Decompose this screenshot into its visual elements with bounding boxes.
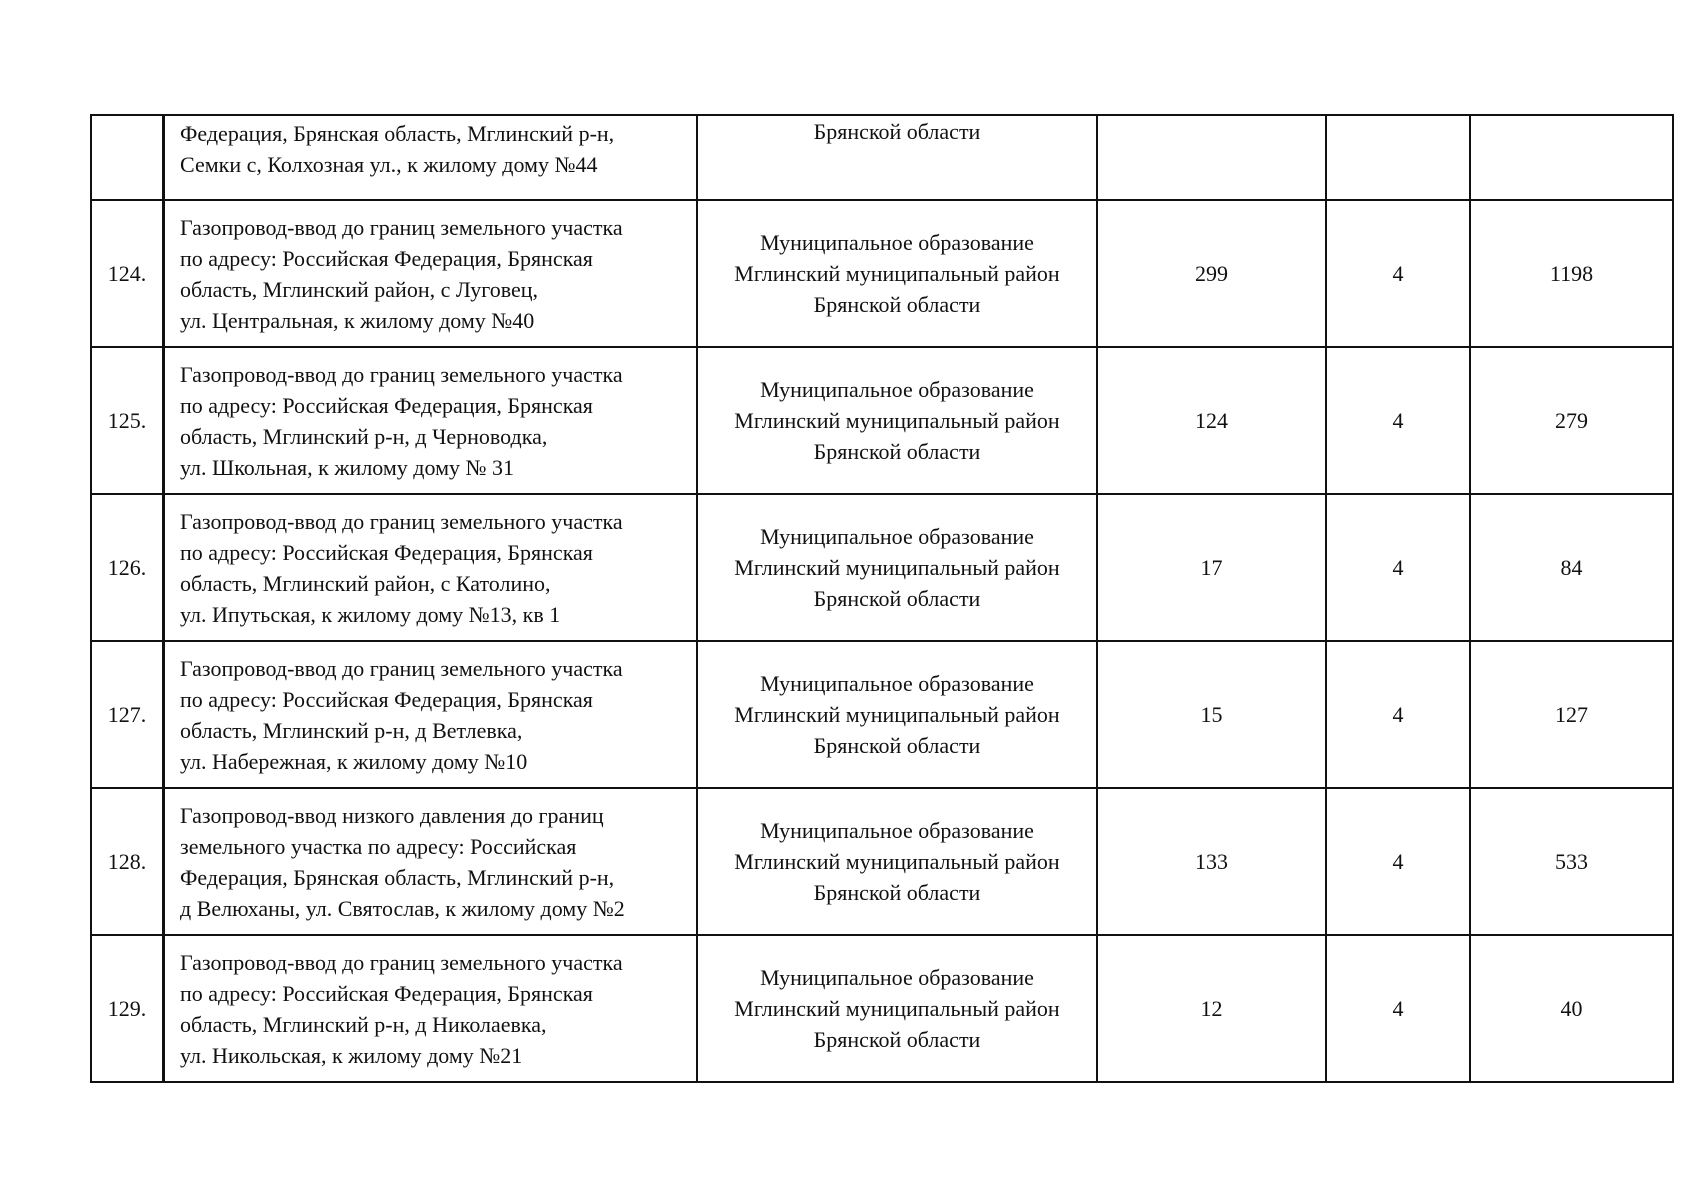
object-name-line: Федерация, Брянская область, Мглинский р-н, [180, 864, 615, 890]
owner-line: Мглинский муниципальный район [734, 555, 1060, 580]
table-row-continuation [91, 115, 1673, 200]
owner-line: Брянской области [813, 586, 981, 611]
cell-value-a: 133 [1097, 788, 1326, 935]
object-name-line: по адресу: Российская Федерация, Брянская [180, 980, 593, 1006]
cell-value-a: 15 [1097, 641, 1326, 788]
cell-owner [697, 935, 1097, 1082]
owner-line: Брянской области [813, 292, 981, 317]
object-name-line: по адресу: Российская Федерация, Брянская [180, 539, 593, 565]
cell-value-a: 124 [1097, 347, 1326, 494]
cell-value-b: 4 [1326, 935, 1470, 1082]
cell-owner [697, 347, 1097, 494]
object-name-line: ул. Школьная, к жилому дому № 31 [180, 454, 514, 480]
cell-number [91, 115, 164, 200]
cell-value-b: 4 [1326, 641, 1470, 788]
owner-line: Муниципальное образование [760, 818, 1034, 843]
owner-line: Мглинский муниципальный район [734, 702, 1060, 727]
object-name-line: область, Мглинский р-н, д Черноводка, [180, 423, 548, 449]
object-name-line: область, Мглинский район, с Луговец, [180, 276, 539, 302]
table-row [91, 935, 1673, 1082]
objects-table [90, 114, 1674, 1083]
cell-value-a [1097, 115, 1326, 200]
cell-object-name [164, 115, 698, 200]
object-name-line: по адресу: Российская Федерация, Брянская [180, 686, 593, 712]
object-name-line: ул. Никольская, к жилому дому №21 [180, 1042, 523, 1068]
owner-line: Мглинский муниципальный район [734, 261, 1060, 286]
cell-value-b [1326, 115, 1470, 200]
cell-owner [697, 494, 1097, 641]
object-name-line: д Велюханы, ул. Святослав, к жилому дому №2 [180, 895, 625, 921]
object-name-line: Семки с, Колхозная ул., к жилому дому №44 [180, 152, 598, 177]
owner-line: Брянской области [813, 439, 981, 464]
object-name-line: Газопровод-ввод до границ земельного участка [180, 361, 623, 387]
object-name-line: ул. Набережная, к жилому дому №10 [180, 748, 528, 774]
owner-line: Брянской области [813, 1027, 981, 1052]
cell-object-name [164, 347, 698, 494]
owner-line: Мглинский муниципальный район [734, 996, 1060, 1021]
object-name-line: область, Мглинский р-н, д Николаевка, [180, 1011, 547, 1037]
cell-value-c: 1198 [1470, 200, 1673, 347]
owner-line: Брянской области [813, 119, 981, 144]
cell-value-a: 17 [1097, 494, 1326, 641]
cell-value-a: 12 [1097, 935, 1326, 1082]
object-name-line: Газопровод-ввод до границ земельного участка [180, 655, 623, 681]
object-name-line: ул. Центральная, к жилому дому №40 [180, 307, 535, 333]
cell-value-a: 299 [1097, 200, 1326, 347]
cell-object-name [164, 641, 698, 788]
object-name-line: по адресу: Российская Федерация, Брянская [180, 392, 593, 418]
owner-line: Муниципальное образование [760, 965, 1034, 990]
cell-value-c: 40 [1470, 935, 1673, 1082]
owner-line: Брянской области [813, 880, 981, 905]
cell-object-name [164, 788, 698, 935]
owner-line: Мглинский муниципальный район [734, 408, 1060, 433]
cell-owner [697, 200, 1097, 347]
cell-value-c: 127 [1470, 641, 1673, 788]
cell-value-c: 533 [1470, 788, 1673, 935]
cell-value-c: 84 [1470, 494, 1673, 641]
cell-value-b: 4 [1326, 788, 1470, 935]
table-row [91, 641, 1673, 788]
object-name-line: по адресу: Российская Федерация, Брянская [180, 245, 593, 271]
object-name-line: ул. Ипутьская, к жилому дому №13, кв 1 [180, 601, 561, 627]
cell-value-b: 4 [1326, 200, 1470, 347]
object-name-line: земельного участка по адресу: Российская [180, 833, 577, 859]
table-row [91, 494, 1673, 641]
cell-object-name [164, 200, 698, 347]
cell-owner [697, 641, 1097, 788]
cell-owner [697, 115, 1097, 200]
cell-value-c: 279 [1470, 347, 1673, 494]
object-name-line: Газопровод-ввод до границ земельного участка [180, 508, 623, 534]
owner-line: Муниципальное образование [760, 524, 1034, 549]
object-name-line: область, Мглинский район, с Католино, [180, 570, 551, 596]
table-row [91, 788, 1673, 935]
cell-number: 126. [91, 494, 164, 641]
object-name-line: область, Мглинский р-н, д Ветлевка, [180, 717, 523, 743]
cell-number: 125. [91, 347, 164, 494]
owner-line: Муниципальное образование [760, 230, 1034, 255]
table-row [91, 347, 1673, 494]
cell-number: 127. [91, 641, 164, 788]
object-name-line: Газопровод-ввод до границ земельного участка [180, 949, 623, 975]
cell-number: 124. [91, 200, 164, 347]
cell-value-b: 4 [1326, 494, 1470, 641]
object-name-line: Газопровод-ввод низкого давления до границ [180, 802, 604, 828]
table-row [91, 200, 1673, 347]
cell-object-name [164, 494, 698, 641]
cell-object-name [164, 935, 698, 1082]
cell-number: 128. [91, 788, 164, 935]
owner-line: Муниципальное образование [760, 671, 1034, 696]
objects-table-body [91, 115, 1673, 1082]
owner-line: Брянской области [813, 733, 981, 758]
object-name-line: Федерация, Брянская область, Мглинский р-н, [180, 121, 615, 146]
object-name-line: Газопровод-ввод до границ земельного участка [180, 214, 623, 240]
cell-value-b: 4 [1326, 347, 1470, 494]
cell-owner [697, 788, 1097, 935]
cell-value-c [1470, 115, 1673, 200]
owner-line: Муниципальное образование [760, 377, 1034, 402]
cell-number: 129. [91, 935, 164, 1082]
owner-line: Мглинский муниципальный район [734, 849, 1060, 874]
